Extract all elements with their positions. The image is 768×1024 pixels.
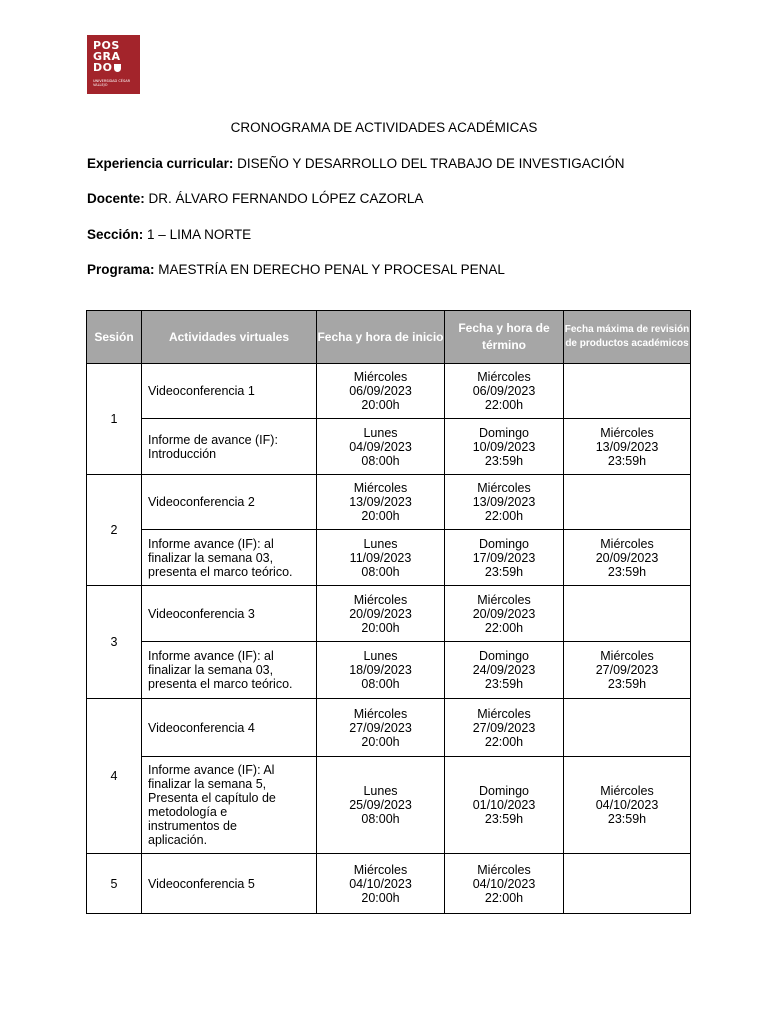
field-seccion [87, 227, 251, 242]
review-date-cell [564, 475, 691, 530]
shield-icon [114, 64, 121, 72]
session-number: 5 [87, 854, 142, 914]
table-header-row [87, 311, 691, 364]
activity-cell: Informe de avance (IF): Introducción [142, 419, 317, 475]
review-date-cell: Miércoles 04/10/2023 23:59h [564, 757, 691, 854]
table-row [87, 699, 691, 757]
end-date-cell: Miércoles 04/10/2023 22:00h [445, 854, 564, 914]
session-number: 3 [87, 586, 142, 699]
table-row [87, 854, 691, 914]
activity-cell: Videoconferencia 5 [142, 854, 317, 914]
activity-cell: Informe avance (IF): Al finalizar la semana 5, Presenta el capítulo de metodología e instrumentos de aplicación. [142, 757, 317, 854]
logo-tagline: UNIVERSIDAD CÉSAR VALLEJO [93, 79, 131, 87]
page-title: CRONOGRAMA DE ACTIVIDADES ACADÉMICAS [230, 120, 538, 135]
header-inicio: Fecha y hora de inicio [317, 311, 445, 364]
start-date-cell: Miércoles 06/09/2023 20:00h [317, 364, 445, 419]
field-experiencia [87, 156, 624, 171]
table-row [87, 475, 691, 530]
review-date-cell: Miércoles 27/09/2023 23:59h [564, 642, 691, 699]
end-date-cell: Miércoles 13/09/2023 22:00h [445, 475, 564, 530]
table-row [87, 364, 691, 419]
schedule-table [86, 310, 691, 914]
header-actividades: Actividades virtuales [142, 311, 317, 364]
start-date-cell: Miércoles 20/09/2023 20:00h [317, 586, 445, 642]
table-row [87, 586, 691, 642]
field-docente [87, 191, 423, 206]
field-value: 1 – LIMA NORTE [147, 227, 252, 242]
field-label: Programa: [87, 262, 155, 277]
end-date-cell: Domingo 01/10/2023 23:59h [445, 757, 564, 854]
end-date-cell: Miércoles 06/09/2023 22:00h [445, 364, 564, 419]
start-date-cell: Miércoles 13/09/2023 20:00h [317, 475, 445, 530]
start-date-cell: Miércoles 27/09/2023 20:00h [317, 699, 445, 757]
header-termino: Fecha y hora de término [445, 311, 564, 364]
logo-line-3: DO [93, 61, 113, 74]
activity-cell: Informe avance (IF): al finalizar la semana 03, presenta el marco teórico. [142, 642, 317, 699]
table-row [87, 419, 691, 475]
activity-cell: Videoconferencia 4 [142, 699, 317, 757]
posgrado-logo [87, 35, 140, 94]
review-date-cell [564, 854, 691, 914]
session-number: 2 [87, 475, 142, 586]
activity-cell: Videoconferencia 3 [142, 586, 317, 642]
end-date-cell: Miércoles 20/09/2023 22:00h [445, 586, 564, 642]
review-date-cell: Miércoles 20/09/2023 23:59h [564, 530, 691, 586]
table-row [87, 642, 691, 699]
table-body [87, 364, 691, 914]
start-date-cell: Lunes 25/09/2023 08:00h [317, 757, 445, 854]
logo-line-2: GRA [93, 50, 121, 63]
activity-cell: Videoconferencia 1 [142, 364, 317, 419]
review-date-cell [564, 699, 691, 757]
end-date-cell: Domingo 24/09/2023 23:59h [445, 642, 564, 699]
header-revision: Fecha máxima de revisión de productos académicos [564, 311, 691, 364]
table-row [87, 757, 691, 854]
field-label: Sección: [87, 227, 144, 242]
start-date-cell: Lunes 18/09/2023 08:00h [317, 642, 445, 699]
start-date-cell: Lunes 04/09/2023 08:00h [317, 419, 445, 475]
field-programa [87, 262, 505, 277]
logo-line-1: POS [93, 39, 120, 52]
session-number: 4 [87, 699, 142, 854]
session-number: 1 [87, 364, 142, 475]
activity-cell: Videoconferencia 2 [142, 475, 317, 530]
table-row [87, 530, 691, 586]
field-value: MAESTRÍA EN DERECHO PENAL Y PROCESAL PENAL [158, 262, 505, 277]
field-label: Experiencia curricular: [87, 156, 234, 171]
review-date-cell [564, 364, 691, 419]
end-date-cell: Domingo 17/09/2023 23:59h [445, 530, 564, 586]
end-date-cell: Domingo 10/09/2023 23:59h [445, 419, 564, 475]
field-value: DISEÑO Y DESARROLLO DEL TRABAJO DE INVESTIGACIÓN [237, 156, 625, 171]
activity-cell: Informe avance (IF): al finalizar la semana 03, presenta el marco teórico. [142, 530, 317, 586]
review-date-cell: Miércoles 13/09/2023 23:59h [564, 419, 691, 475]
field-label: Docente: [87, 191, 145, 206]
start-date-cell: Miércoles 04/10/2023 20:00h [317, 854, 445, 914]
header-sesion: Sesión [87, 311, 142, 364]
end-date-cell: Miércoles 27/09/2023 22:00h [445, 699, 564, 757]
field-value: DR. ÁLVARO FERNANDO LÓPEZ CAZORLA [148, 191, 424, 206]
start-date-cell: Lunes 11/09/2023 08:00h [317, 530, 445, 586]
review-date-cell [564, 586, 691, 642]
